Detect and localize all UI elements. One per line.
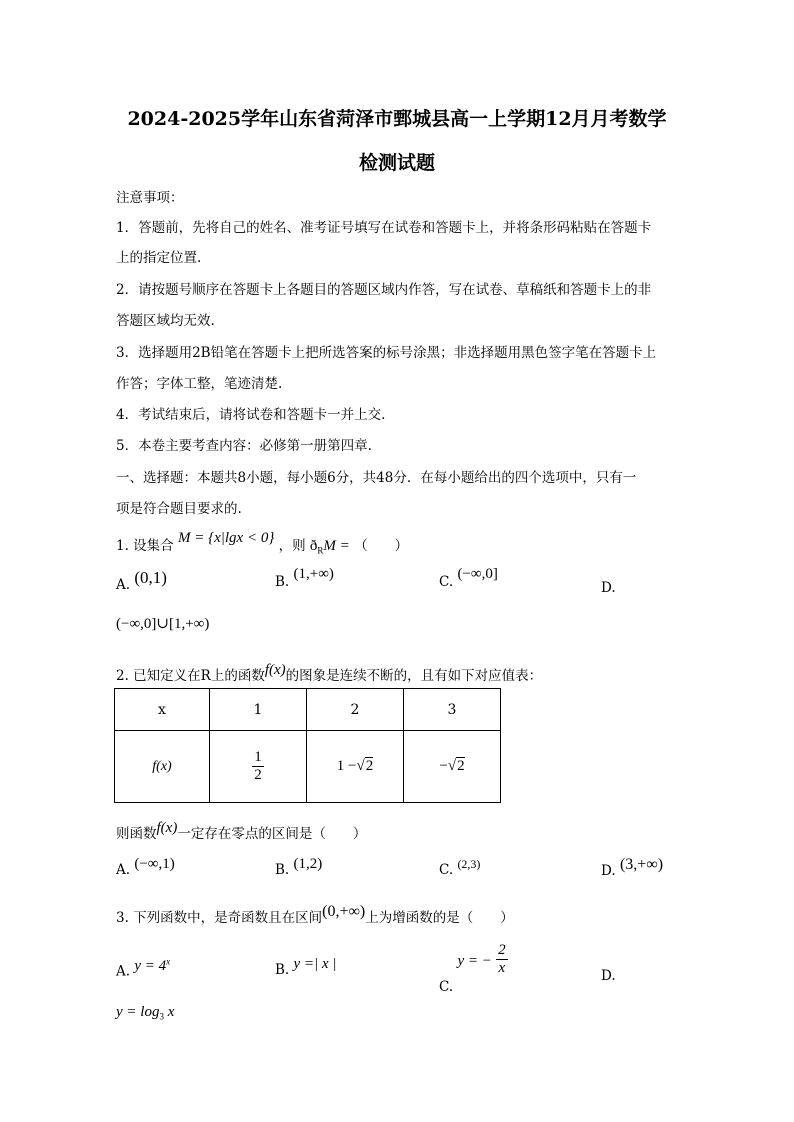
fraction-numerator: 1 bbox=[252, 749, 264, 767]
q2-option-c-expr: (2,3) bbox=[457, 857, 481, 871]
q3-option-c-num: 2 bbox=[496, 942, 508, 960]
note-2b: 答题区域均无效. bbox=[116, 313, 215, 329]
note-1b: 上的指定位置. bbox=[116, 250, 202, 266]
q1-mid: ，则 bbox=[278, 538, 306, 554]
q1-option-b-expr: (1,+∞) bbox=[293, 566, 334, 582]
q1-option-c[interactable] bbox=[439, 566, 498, 591]
q2-follow-fx: f(x) bbox=[156, 820, 178, 836]
question-1-stem bbox=[116, 530, 409, 556]
q3-option-a-base: y = 4 bbox=[134, 957, 167, 974]
table-cell-f3 bbox=[404, 731, 501, 803]
q3-stem-b: 上为增函数的是（ ） bbox=[365, 910, 514, 926]
q3-option-c-label: C. bbox=[439, 979, 454, 996]
q3-option-a-exp: x bbox=[166, 956, 171, 966]
section-1-instructions-a: 一、选择题：本题共8小题，每小题6分，共48分．在每小题给出的四个选项中，只有一 bbox=[116, 470, 637, 486]
q2-stem-b: 的图象是连续不断的，且有如下对应值表： bbox=[285, 668, 543, 684]
q3-option-c-den: x bbox=[498, 960, 506, 977]
q2-option-a-expr: (−∞,1) bbox=[134, 856, 175, 872]
q1-prefix: 1. 设集合 bbox=[116, 538, 174, 554]
sqrt-icon: √ bbox=[356, 758, 365, 774]
q3-option-c-pre: y = − bbox=[457, 953, 492, 970]
q1-complement-m: M = bbox=[323, 538, 350, 554]
note-3a: 3．选择题用2B铅笔在答题卡上把所选答案的标号涂黑；非选择题用黑色签字笔在答题卡上 bbox=[116, 345, 657, 361]
q1-option-d-label: D. bbox=[601, 580, 616, 596]
table-cell-f2 bbox=[307, 731, 404, 803]
question-2-stem bbox=[116, 664, 542, 685]
q1-option-d[interactable] bbox=[601, 580, 616, 596]
q2-option-b[interactable] bbox=[275, 856, 323, 879]
q1-option-a[interactable] bbox=[116, 568, 167, 594]
q3-option-d-expr-line bbox=[116, 1004, 174, 1022]
table-row-label: f(x) bbox=[115, 731, 210, 803]
q3-option-c[interactable] bbox=[439, 942, 508, 996]
q3-option-a-label: A. bbox=[116, 963, 131, 980]
q2-option-b-label: B. bbox=[275, 862, 290, 878]
q3-option-d-post: x bbox=[163, 1004, 175, 1020]
table-header-row bbox=[115, 689, 501, 731]
table-header-x: x bbox=[115, 689, 210, 731]
q2-follow-a: 则函数 bbox=[116, 826, 157, 842]
note-5: 5．本卷主要考查内容：必修第一册第四章. bbox=[116, 438, 372, 454]
q3-option-c-fraction bbox=[496, 942, 508, 978]
q3-option-d-sub: 3 bbox=[159, 1011, 164, 1022]
note-4: 4．考试结束后，请将试卷和答题卡一并上交. bbox=[116, 407, 386, 423]
q2-fx: f(x) bbox=[264, 662, 286, 678]
q2-stem-a: 2. 已知定义在R上的函数 bbox=[116, 668, 265, 684]
q1-blank: （ ） bbox=[354, 538, 409, 554]
q3-option-d[interactable] bbox=[601, 968, 616, 984]
q3-option-d-pre: y = log bbox=[116, 1004, 160, 1020]
question-3-stem bbox=[116, 903, 514, 927]
note-2a: 2．请按题号顺序在答题卡上各题目的答题区域内作答，写在试卷、草稿纸和答题卡上的非 bbox=[116, 282, 652, 298]
sqrt-icon: √ bbox=[447, 758, 457, 774]
notes-heading: 注意事项： bbox=[116, 190, 184, 206]
q3-interval: (0,+∞) bbox=[322, 903, 366, 920]
cell-f3-radicand: 2 bbox=[457, 758, 465, 774]
q3-option-a[interactable] bbox=[116, 956, 171, 981]
cell-f3-prefix: − bbox=[439, 758, 448, 774]
q1-option-b[interactable] bbox=[275, 566, 334, 591]
table-header-2: 2 bbox=[307, 689, 404, 731]
cell-f2-radicand: 2 bbox=[365, 758, 374, 774]
fraction-denominator: 2 bbox=[254, 767, 262, 783]
table-header-3: 3 bbox=[404, 689, 501, 731]
q1-complement-symbol: ð bbox=[309, 538, 318, 554]
note-3b: 作答；字体工整，笔迹清楚. bbox=[116, 376, 283, 392]
q2-option-d-expr: (3,+∞) bbox=[619, 856, 664, 873]
q2-option-d-label: D. bbox=[601, 863, 616, 879]
q2-option-a-label: A. bbox=[116, 862, 131, 878]
fraction-one-half bbox=[252, 749, 264, 785]
value-table bbox=[114, 688, 501, 803]
q3-option-b-label: B. bbox=[275, 962, 290, 978]
table-row bbox=[115, 731, 501, 803]
q2-option-c-label: C. bbox=[439, 862, 454, 878]
q2-option-a[interactable] bbox=[116, 856, 175, 879]
q2-option-b-expr: (1,2) bbox=[293, 856, 323, 872]
note-1a: 1．答题前，先将自己的姓名、准考证号填写在试卷和答题卡上，并将条形码粘贴在答题卡 bbox=[116, 220, 652, 236]
q2-option-d[interactable] bbox=[601, 856, 664, 880]
q2-option-c[interactable] bbox=[439, 857, 481, 878]
q1-option-a-label: A. bbox=[116, 577, 131, 593]
q1-option-a-expr: (0,1) bbox=[134, 568, 167, 587]
q3-option-b[interactable] bbox=[275, 956, 337, 979]
table-header-1: 1 bbox=[210, 689, 307, 731]
q1-option-d-expr: (−∞,0]∪[1,+∞) bbox=[116, 616, 210, 632]
q1-option-d-expr-line bbox=[116, 614, 209, 633]
q1-option-c-expr: (−∞,0] bbox=[457, 566, 498, 582]
q3-option-b-expr: y =| x | bbox=[293, 956, 337, 972]
page-title-line1: 2024-2025学年山东省菏泽市鄄城县高一上学期12月月考数学 bbox=[127, 108, 667, 130]
q1-complement-sub: R bbox=[317, 545, 324, 556]
q3-stem-a: 3. 下列函数中，是奇函数且在区间 bbox=[116, 910, 323, 926]
q1-option-c-label: C. bbox=[439, 574, 454, 590]
q3-option-d-label: D. bbox=[601, 968, 616, 984]
question-2-follow bbox=[116, 822, 366, 843]
q2-follow-b: 一定存在零点的区间是（ ） bbox=[177, 826, 367, 842]
section-1-instructions-b: 项是符合题目要求的. bbox=[116, 501, 242, 517]
q1-option-b-label: B. bbox=[275, 574, 290, 590]
page-title-line2: 检测试题 bbox=[358, 152, 435, 174]
table-cell-f1 bbox=[210, 731, 307, 803]
cell-f2-prefix: 1 − bbox=[336, 758, 357, 774]
q1-set-expression: M = {x|lgx < 0} bbox=[177, 530, 275, 546]
